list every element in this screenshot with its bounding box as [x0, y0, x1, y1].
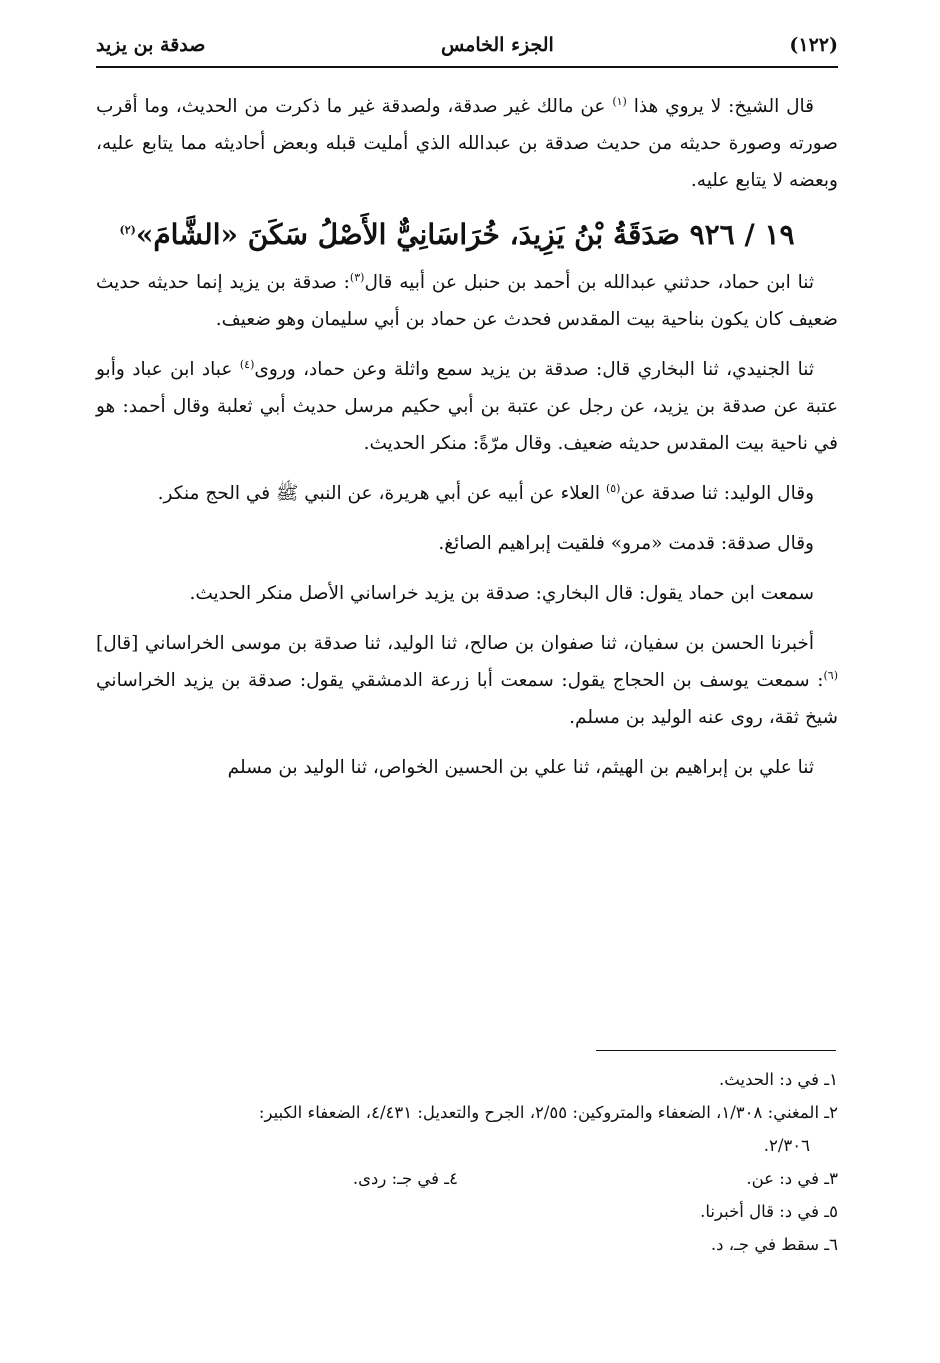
footnote-2: ٢ـ المغني: ١/٣٠٨، الضعفاء والمتروكين: ٢/٥٥، الجرح والتعديل: ٤/٤٣١، الضعفاء الكبير:: [258, 1103, 838, 1122]
footnote-6: ٦ـ سقط في جـ، د.: [710, 1235, 838, 1254]
paragraph-8: ثنا علي بن إبراهيم بن الهيثم، ثنا علي بن الحسين الخواص، ثنا الوليد بن مسلم: [227, 757, 814, 778]
paragraph-3: ثنا الجنيدي، ثنا البخاري قال: صدقة بن يزيد سمع واثلة وعن حماد، وروى$^{(٤)}$ عباد ابن عباد وأبو عتبة عن صدقة بن يزيد، عن رجل عن عتبة بن أبي حكيم مرسل حديث أبي ثعلبة وقال أحمد: هو في ناحية بيت المقدس حديثه ضعيف. وقال مرّةً: منكر الحديث.: [96, 357, 838, 454]
footnote-1: ١ـ في د: الحديث.: [719, 1070, 838, 1089]
footnote-ref-1: (١): [612, 94, 627, 108]
footnote-3: ٣ـ في د: عن.: [746, 1169, 838, 1188]
paragraph-6: سمعت ابن حماد يقول: قال البخاري: صدقة بن يزيد خراساني الأصل منكر الحديث.: [189, 583, 814, 604]
footnote-4: ٤ـ في جـ: ردى.: [352, 1169, 458, 1188]
paragraph-2: ثنا ابن حماد، حدثني عبدالله بن أحمد بن حنبل عن أبيه قال$^{(٣)}$: صدقة بن يزيد إنما حديثه حديث ضعيف كان يكون بناحية بيت المقدس فحدث عن حماد بن أبي سليمان وهو ضعيف.: [96, 270, 838, 330]
footnote-ref-3: (٣): [349, 270, 365, 284]
footnote-ref-4: (٤): [239, 357, 255, 371]
page-number: (١٢٢): [789, 34, 838, 56]
footnote-ref-5: (٥): [605, 481, 621, 495]
footnote-ref-2: (٢): [119, 223, 136, 237]
footnote-ref-6: (٦): [823, 668, 838, 682]
footnote-rule: [596, 1050, 836, 1051]
page-header: [96, 30, 838, 60]
volume-label: الجزء الخامس: [440, 34, 554, 56]
footnote-5: ٥ـ في د: قال أخبرنا.: [700, 1202, 838, 1221]
paragraph-4: وقال الوليد: ثنا صدقة عن$^{(٥)}$ العلاء عن أبيه عن أبي هريرة، عن النبي ﷺ في الحج منكر.: [157, 481, 814, 504]
footnote-2-continuation: ٢/٣٠٦.: [763, 1136, 810, 1155]
running-title: صدقة بن يزيد: [96, 34, 206, 56]
paragraph-5: وقال صدقة: قدمت «مرو» فلقيت إبراهيم الصائغ.: [438, 533, 814, 554]
entry-title: ١٩ / ٩٢٦ صَدَقَةُ بْنُ يَزِيدَ، خُرَاسَانِيٌّ الأَصْلُ سَكَنَ «الشَّامَ»$^{(٢)}$: [119, 218, 795, 251]
paragraph-7: أخبرنا الحسن بن سفيان، ثنا صفوان بن صالح، ثنا الوليد، ثنا صدقة بن موسى الخراساني [قال]$^{(٦)}$: سمعت يوسف بن الحجاج يقول: سمعت أبا زرعة الدمشقي يقول: صدقة بن يزيد الخراساني شيخ ثقة، روى عنه الوليد بن مسلم.: [96, 633, 838, 728]
footnote-row-3-4: [96, 1162, 838, 1195]
header-rule: [96, 66, 838, 68]
main-text: [96, 88, 838, 799]
paragraph-1: قال الشيخ: لا يروي هذا $^{(١)}$ عن مالك غير صدقة، ولصدقة غير ما ذكرت من الحديث، وما أقرب صورته وصورة حديثه من حديث صدقة بن عبدالله الذي أمليت قبله وبعض أحاديثه مما يتابع عليه، وبعضه لا يتابع عليه.: [96, 94, 838, 191]
footnotes: [96, 1063, 838, 1261]
